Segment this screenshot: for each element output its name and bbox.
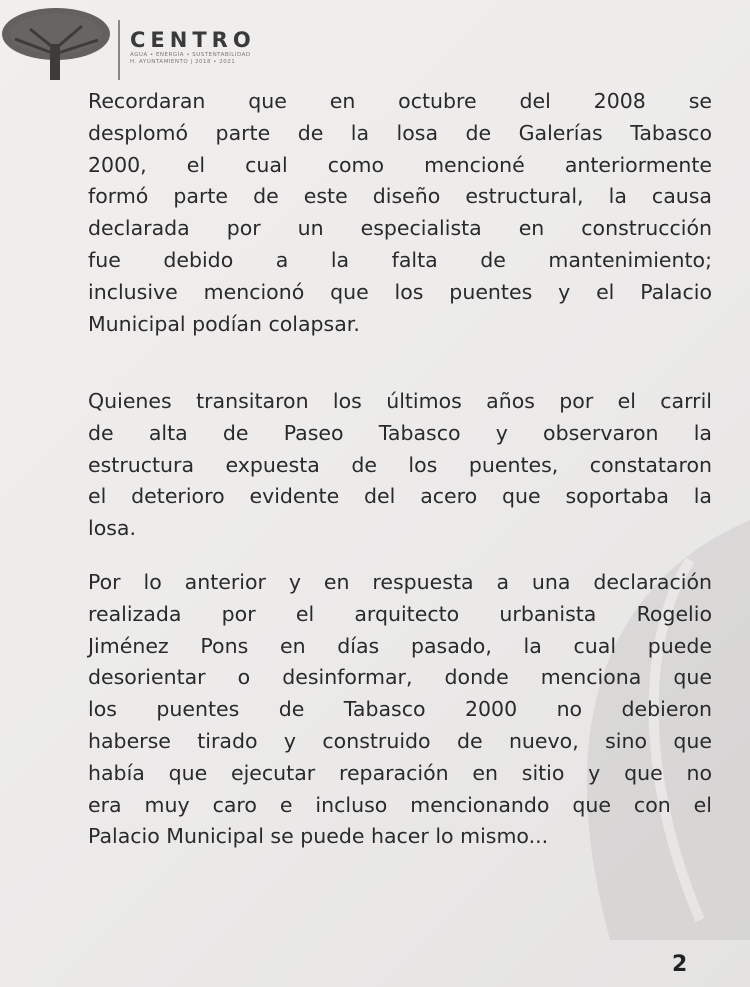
text-line: formó parte de este diseño estructural, la causa — [88, 184, 712, 209]
text-line: declarada por un especialista en construcción — [88, 216, 712, 241]
logo-divider — [118, 20, 120, 80]
brand-tagline: AGUA • ENERGÍA • SUSTENTABILIDAD — [130, 52, 251, 58]
text-line: fue debido a la falta de mantenimiento; — [88, 247, 712, 272]
text-line: realizada por el arquitecto urbanista Rogelio — [88, 601, 712, 626]
text-line: inclusive mencionó que los puentes y el Palacio — [88, 279, 712, 304]
text-line: Palacio Municipal se puede hacer lo mismo... — [88, 824, 549, 849]
page-number: 2 — [672, 952, 688, 977]
text-line: era muy caro e incluso mencionando que con el — [88, 792, 712, 817]
text-line: Quienes transitaron los últimos años por el carril — [88, 389, 712, 413]
paragraph-2 — [88, 386, 712, 545]
text-line: desorientar o desinformar, donde menciona que — [88, 665, 712, 690]
text-line: haberse tirado y construido de nuevo, sino que — [88, 728, 712, 753]
tree-logo-icon — [0, 4, 112, 80]
brand-subtitle: H. AYUNTAMIENTO | 2018 • 2021 — [130, 59, 236, 65]
text-line: Por lo anterior y en respuesta a una declaración — [88, 570, 712, 594]
text-line: el deterioro evidente del acero que soportaba la — [88, 484, 712, 509]
text-line: 2000, el cual como mencioné anteriormente — [88, 152, 712, 177]
text-line: estructura expuesta de los puentes, constataron — [88, 452, 712, 477]
paragraph-3 — [88, 567, 712, 853]
text-line: los puentes de Tabasco 2000 no debieron — [88, 697, 712, 722]
brand-subtext — [130, 52, 251, 66]
text-line: de alta de Paseo Tabasco y observaron la — [88, 420, 712, 445]
brand-name: CENTRO — [130, 28, 256, 52]
text-line: losa. — [88, 516, 136, 541]
text-line: había que ejecutar reparación en sitio y que no — [88, 760, 712, 785]
paragraph-1 — [88, 86, 712, 340]
header-logo — [0, 0, 300, 80]
text-line: Jiménez Pons en días pasado, la cual puede — [88, 633, 712, 658]
text-line: desplomó parte de la losa de Galerías Tabasco — [88, 120, 712, 145]
text-line: Recordaran que en octubre del 2008 se — [88, 89, 712, 113]
text-line: Municipal podían colapsar. — [88, 311, 360, 336]
